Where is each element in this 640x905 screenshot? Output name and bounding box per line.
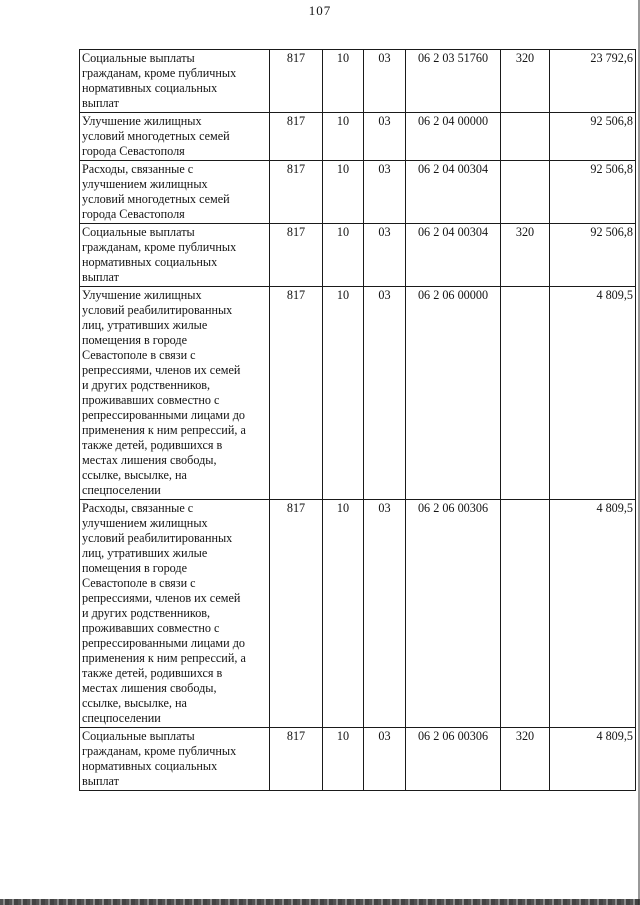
ministry-code-cell: 817 — [270, 113, 323, 161]
expense-type-cell — [501, 287, 550, 500]
table-row — [80, 500, 636, 728]
ministry-code-cell: 817 — [270, 728, 323, 791]
ministry-code-cell: 817 — [270, 287, 323, 500]
row-name-cell: Расходы, связанные с улучшением жилищных условий реабилитированных лиц, утративших жилые помещения в городе Севастополе в связи с репрессиями, членов их семей и других родственников, проживавших совместно с репрессированными лицами до применения к ним репрессий, а также детей, родившихся в местах лишения свободы, ссылке, высылке, на спецпоселении — [80, 500, 270, 728]
row-name-cell: Социальные выплаты гражданам, кроме публичных нормативных социальных выплат — [80, 224, 270, 287]
target-article-cell: 06 2 04 00304 — [406, 161, 501, 224]
page-number: 107 — [308, 3, 332, 18]
expense-type-cell: 320 — [501, 728, 550, 791]
scan-edge-bottom — [0, 899, 640, 905]
target-article-cell: 06 2 04 00000 — [406, 113, 501, 161]
row-name-cell: Расходы, связанные с улучшением жилищных условий многодетных семей города Севастополя — [80, 161, 270, 224]
subsection-code-cell: 03 — [364, 161, 406, 224]
section-code-cell: 10 — [323, 728, 364, 791]
section-code-cell: 10 — [323, 287, 364, 500]
section-code-cell: 10 — [323, 161, 364, 224]
subsection-code-cell: 03 — [364, 113, 406, 161]
section-code-cell: 10 — [323, 500, 364, 728]
amount-cell: 4 809,5 — [550, 728, 636, 791]
row-name-cell: Социальные выплаты гражданам, кроме публичных нормативных социальных выплат — [80, 728, 270, 791]
section-code-cell: 10 — [323, 50, 364, 113]
amount-cell: 4 809,5 — [550, 287, 636, 500]
subsection-code-cell: 03 — [364, 50, 406, 113]
target-article-cell: 06 2 06 00306 — [406, 728, 501, 791]
amount-cell: 92 506,8 — [550, 113, 636, 161]
expense-type-cell: 320 — [501, 224, 550, 287]
amount-cell: 23 792,6 — [550, 50, 636, 113]
row-name-cell: Улучшение жилищных условий реабилитированных лиц, утративших жилые помещения в городе Севастополе в связи с репрессиями, членов их семей и других родственников, проживавших совместно с репрессированными лицами до применения к ним репрессий, а также детей, родившихся в местах лишения свободы, ссылке, высылке, на спецпоселении — [80, 287, 270, 500]
amount-cell: 4 809,5 — [550, 500, 636, 728]
amount-cell: 92 506,8 — [550, 224, 636, 287]
subsection-code-cell: 03 — [364, 224, 406, 287]
row-name-cell: Социальные выплаты гражданам, кроме публичных нормативных социальных выплат — [80, 50, 270, 113]
expense-type-cell — [501, 161, 550, 224]
ministry-code-cell: 817 — [270, 224, 323, 287]
table-row — [80, 50, 636, 113]
target-article-cell: 06 2 04 00304 — [406, 224, 501, 287]
section-code-cell: 10 — [323, 113, 364, 161]
expense-type-cell — [501, 113, 550, 161]
subsection-code-cell: 03 — [364, 287, 406, 500]
ministry-code-cell: 817 — [270, 500, 323, 728]
target-article-cell: 06 2 03 51760 — [406, 50, 501, 113]
table-row — [80, 224, 636, 287]
table-row — [80, 113, 636, 161]
table-row — [80, 161, 636, 224]
expense-type-cell — [501, 500, 550, 728]
table-row — [80, 728, 636, 791]
amount-cell: 92 506,8 — [550, 161, 636, 224]
row-name-cell: Улучшение жилищных условий многодетных семей города Севастополя — [80, 113, 270, 161]
subsection-code-cell: 03 — [364, 500, 406, 728]
target-article-cell: 06 2 06 00000 — [406, 287, 501, 500]
ministry-code-cell: 817 — [270, 50, 323, 113]
target-article-cell: 06 2 06 00306 — [406, 500, 501, 728]
expense-type-cell: 320 — [501, 50, 550, 113]
section-code-cell: 10 — [323, 224, 364, 287]
ministry-code-cell: 817 — [270, 161, 323, 224]
subsection-code-cell: 03 — [364, 728, 406, 791]
budget-table — [79, 49, 636, 791]
table-row — [80, 287, 636, 500]
